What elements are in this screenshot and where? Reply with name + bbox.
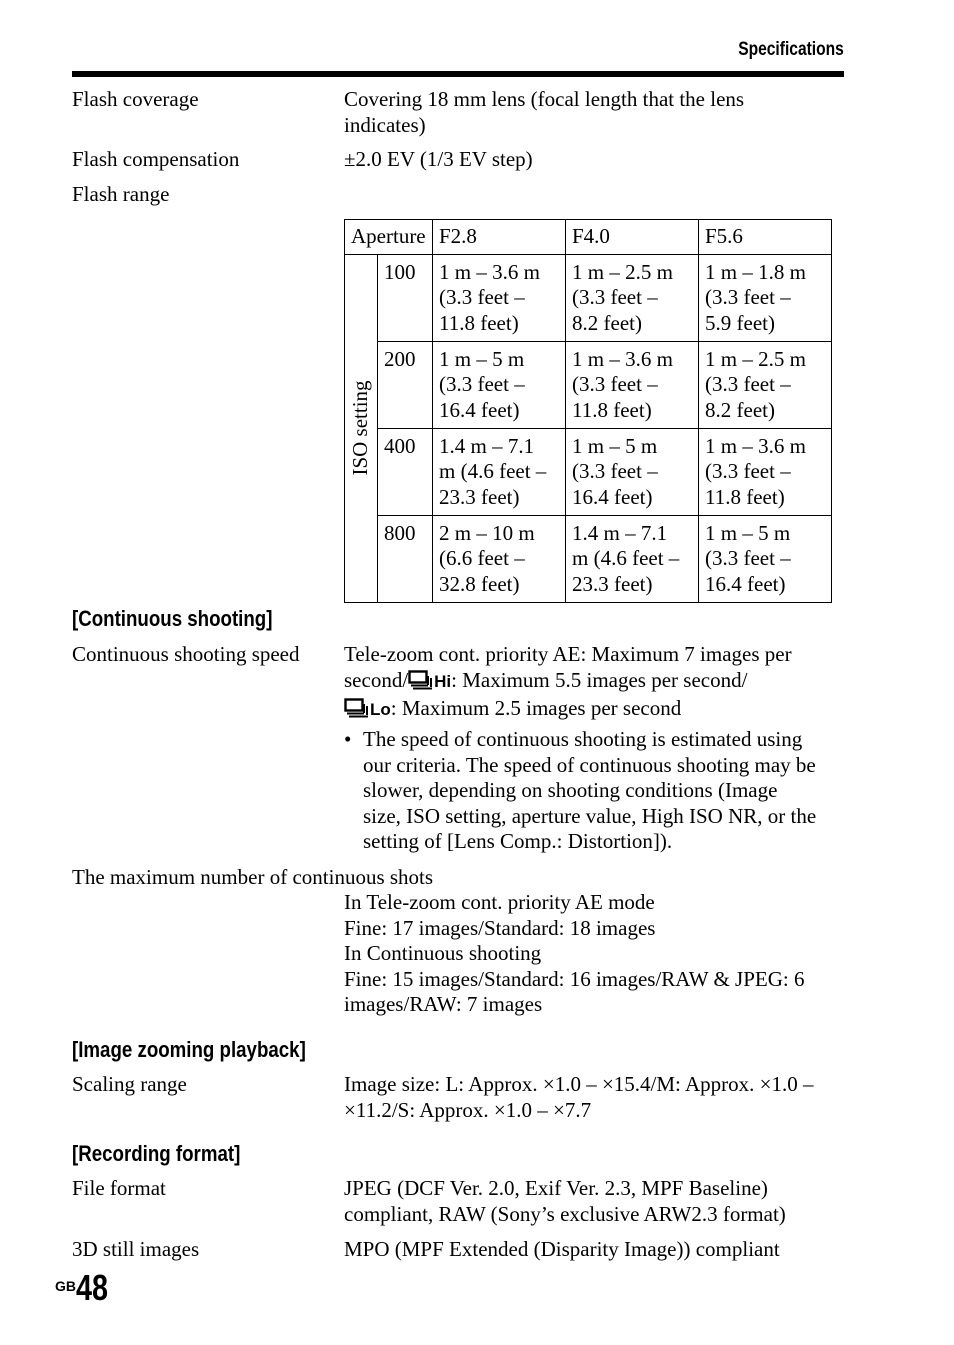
- continuous-speed-label: Continuous shooting speed: [72, 642, 300, 666]
- text-line: 5.9 feet): [705, 310, 775, 335]
- text-line: Covering 18 mm lens (focal length that the lens: [344, 87, 745, 111]
- flash-compensation-value: ±2.0 EV (1/3 EV step): [344, 147, 533, 171]
- aperture-f56: F5.6: [699, 220, 832, 255]
- page-number: [55, 1268, 116, 1308]
- text-line: ×11.2/S: Approx. ×1.0 – ×7.7: [344, 1097, 592, 1122]
- text-line: (3.3 feet –: [572, 459, 658, 484]
- text-line: 1 m – 5 m: [439, 346, 525, 371]
- range-cell: [433, 428, 566, 515]
- continuous-shooting-icon: [344, 698, 370, 725]
- text-line: 1 m – 5 m: [572, 433, 658, 458]
- aperture-header: Aperture: [345, 220, 433, 255]
- text-line: 16.4 feet): [705, 571, 786, 596]
- text-line: JPEG (DCF Ver. 2.0, Exif Ver. 2.3, MPF Baseline): [344, 1176, 768, 1200]
- range-cell: [566, 341, 699, 428]
- text-line: setting of [Lens Comp.: Distortion]).: [363, 829, 673, 854]
- flash-coverage-label: Flash coverage: [72, 87, 199, 111]
- text-line: (3.3 feet –: [705, 285, 791, 310]
- flash-compensation-label: Flash compensation: [72, 147, 240, 171]
- text-line: (3.3 feet –: [572, 285, 658, 310]
- region-code: GB: [55, 1278, 76, 1294]
- text-line: (6.6 feet –: [439, 546, 525, 571]
- page-num: 48: [76, 1267, 109, 1308]
- file-format-label: File format: [72, 1176, 166, 1200]
- flash-coverage-value: [344, 87, 744, 138]
- lo-label: Lo: [370, 700, 391, 720]
- text-line: [344, 696, 792, 725]
- text-line: In Tele-zoom cont. priority AE mode: [344, 890, 655, 914]
- speed-note-text: [363, 727, 816, 855]
- text-line: (3.3 feet –: [705, 546, 791, 571]
- text-line: images/RAW: 7 images: [344, 992, 543, 1017]
- text-line: 1 m – 1.8 m: [705, 259, 806, 284]
- text: : Maximum 5.5 images per second/: [451, 667, 748, 692]
- range-cell: [699, 428, 832, 515]
- table-row: [345, 515, 832, 602]
- text-line: Fine: 15 images/Standard: 16 images/RAW & JPEG: 6: [344, 966, 805, 991]
- text-line: (3.3 feet –: [439, 285, 525, 310]
- max-shots-label: The maximum number of continuous shots: [72, 865, 434, 889]
- range-cell: [433, 254, 566, 341]
- continuous-shooting-icon: [408, 670, 434, 697]
- range-cell: [566, 515, 699, 602]
- aperture-f28: F2.8: [433, 220, 566, 255]
- text-line: Tele-zoom cont. priority AE: Maximum 7 images per: [344, 642, 792, 666]
- text-line: 1 m – 3.6 m: [705, 433, 806, 458]
- header-rule: [72, 71, 844, 77]
- text-line: 1 m – 2.5 m: [705, 346, 806, 371]
- text-line: 1 m – 3.6 m: [439, 259, 540, 284]
- text-line: 8.2 feet): [572, 310, 642, 335]
- text-line: 16.4 feet): [572, 484, 653, 509]
- hi-label: Hi: [434, 671, 452, 691]
- text-line: Image size: L: Approx. ×1.0 – ×15.4/M: Approx. ×1.0 –: [344, 1072, 814, 1096]
- text-line: The speed of continuous shooting is estimated using: [363, 727, 803, 751]
- 3d-still-value: MPO (MPF Extended (Disparity Image)) compliant: [344, 1237, 780, 1261]
- 3d-still-label: 3D still images: [72, 1237, 200, 1261]
- range-cell: [433, 515, 566, 602]
- iso-value: 100: [378, 254, 433, 341]
- text-line: [344, 668, 792, 697]
- flash-range-table: [344, 219, 832, 603]
- range-cell: [699, 341, 832, 428]
- text-line: 1 m – 3.6 m: [572, 346, 673, 371]
- text-line: 11.8 feet): [572, 397, 652, 422]
- text-line: In Continuous shooting: [344, 941, 542, 966]
- file-format-value: [344, 1176, 786, 1227]
- text-line: 1 m – 2.5 m: [572, 259, 673, 284]
- text-line: slower, depending on shooting conditions (Image: [363, 778, 778, 803]
- table-header-row: [345, 220, 832, 255]
- text-line: m (4.6 feet –: [572, 546, 680, 571]
- continuous-speed-value: [344, 642, 792, 725]
- continuous-shooting-heading: [Continuous shooting]: [72, 606, 273, 631]
- scaling-range-label: Scaling range: [72, 1072, 187, 1096]
- bullet: •: [344, 727, 352, 751]
- text-line: indicates): [344, 112, 426, 137]
- range-cell: [566, 254, 699, 341]
- text: : Maximum 2.5 images per second: [390, 696, 682, 721]
- range-cell: [566, 428, 699, 515]
- text-line: 1 m – 5 m: [705, 520, 791, 545]
- text-line: Fine: 17 images/Standard: 18 images: [344, 915, 656, 940]
- text-line: 11.8 feet): [439, 310, 519, 335]
- table-row: [345, 254, 832, 341]
- scaling-range-value: [344, 1072, 814, 1123]
- table-row: [345, 341, 832, 428]
- text-line: 32.8 feet): [439, 571, 520, 596]
- text-line: 16.4 feet): [439, 397, 520, 422]
- range-cell: [699, 254, 832, 341]
- text-line: 23.3 feet): [572, 571, 653, 596]
- text-line: (3.3 feet –: [705, 372, 791, 397]
- range-cell: [433, 341, 566, 428]
- max-shots-value: [344, 890, 804, 1018]
- section-header: Specifications: [738, 39, 844, 60]
- iso-setting-label: ISO setting: [348, 380, 373, 476]
- iso-value: 400: [378, 428, 433, 515]
- text-line: 1.4 m – 7.1: [439, 433, 535, 458]
- flash-range-label: Flash range: [72, 182, 170, 206]
- text-line: (3.3 feet –: [705, 459, 791, 484]
- text-line: m (4.6 feet –: [439, 459, 547, 484]
- table-row: [345, 428, 832, 515]
- range-cell: [699, 515, 832, 602]
- text-line: 23.3 feet): [439, 484, 520, 509]
- text: second/: [344, 667, 409, 692]
- iso-value: 800: [378, 515, 433, 602]
- text-line: 2 m – 10 m: [439, 520, 535, 545]
- text-line: compliant, RAW (Sony’s exclusive ARW2.3 format): [344, 1201, 786, 1226]
- text-line: (3.3 feet –: [439, 372, 525, 397]
- iso-setting-header: [345, 254, 378, 602]
- aperture-f40: F4.0: [566, 220, 699, 255]
- text-line: our criteria. The speed of continuous shooting may be: [363, 752, 816, 777]
- text-line: (3.3 feet –: [572, 372, 658, 397]
- text-line: 11.8 feet): [705, 484, 785, 509]
- recording-format-heading: [Recording format]: [72, 1141, 241, 1166]
- text-line: 8.2 feet): [705, 397, 775, 422]
- iso-value: 200: [378, 341, 433, 428]
- image-zoom-heading: [Image zooming playback]: [72, 1037, 306, 1062]
- text-line: size, ISO setting, aperture value, High ISO NR, or the: [363, 803, 817, 828]
- text-line: 1.4 m – 7.1: [572, 520, 668, 545]
